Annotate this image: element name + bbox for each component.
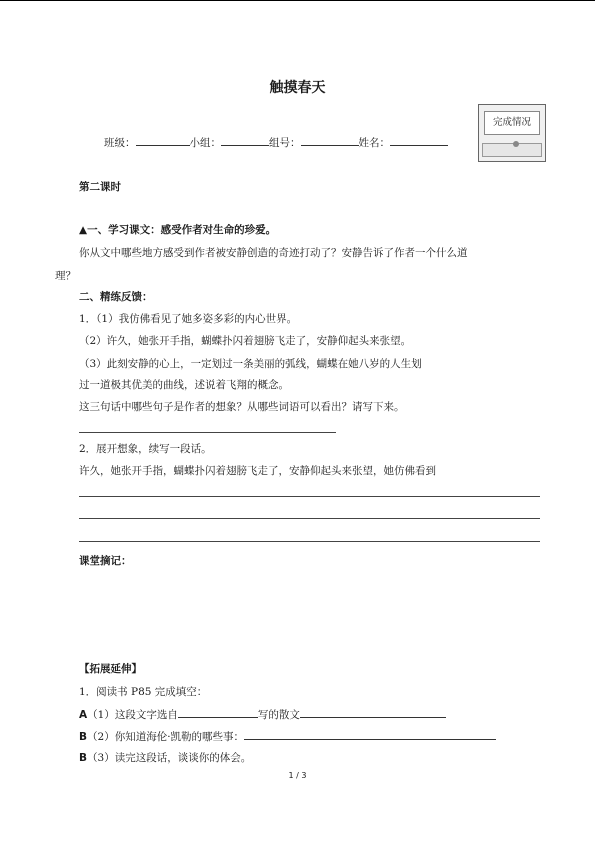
item-a-prefix: A [79,709,88,721]
extension-line1: 1．阅读书 P85 完成填空： [79,686,208,698]
section1-question-line2: 理？ [55,270,76,282]
top-border [0,0,595,1]
q1-line5: 这三句话中哪些句子是作者的想象？从哪些词语可以看出？请写下来。 [79,401,405,413]
pin-icon [513,141,519,147]
q2-answer-line[interactable] [79,518,540,519]
helen-keller-field[interactable] [244,728,496,740]
q1-answer-line[interactable] [79,432,336,433]
q2-line1: 2．展开想象，续写一段话。 [79,443,212,455]
name-label: 姓名： [358,137,390,149]
item-a-text1: （1）这段文字选自 [87,709,178,721]
q1-line1: 1．（1）我仿佛看见了她多姿多彩的内心世界。 [79,313,298,325]
team-field[interactable] [301,134,359,146]
completion-status-field[interactable] [482,143,542,157]
item-b1-text: （2）你知道海伦·凯勒的哪些事： [87,731,245,743]
class-label: 班级： [104,137,136,149]
extension-item-b1 [79,728,496,744]
q1-line2: （2）许久，她张开手指，蝴蝶扑闪着翅膀飞走了，安静仰起头来张望。 [79,335,412,347]
extension-item-a [79,706,446,722]
item-b1-prefix: B [79,731,88,743]
q2-answer-line[interactable] [79,541,540,542]
completion-status-label: 完成情况 [484,111,540,135]
q1-line4: 过一道极其优美的曲线，述说着飞翔的概念。 [79,379,289,391]
notes-heading: 课堂摘记： [79,555,132,567]
lesson-label: 第二课时 [79,181,121,193]
section2-heading: 二、精练反馈： [79,291,153,303]
page-title: 触摸春天 [269,80,326,96]
essay-field[interactable] [300,706,446,718]
page-number: 1 / 3 [288,771,307,780]
extension-heading: 【拓展延伸】 [79,663,142,675]
author-field[interactable] [178,706,258,718]
item-b2-prefix: B [79,752,88,764]
class-field[interactable] [136,134,190,146]
completion-status-box [478,104,546,162]
q2-line2: 许久，她张开手指，蝴蝶扑闪着翅膀飞走了，安静仰起头来张望，她仿佛看到 [79,465,436,477]
name-field[interactable] [390,134,448,146]
item-b2-text: （3）读完这段话，谈谈你的体会。 [87,752,252,764]
extension-item-b2 [79,750,251,765]
section1-question-line1: 你从文中哪些地方感受到作者被安静创造的奇迹打动了？安静告诉了作者一个什么道 [79,247,468,259]
team-label: 组号： [269,137,301,149]
group-label: 小组： [189,137,221,149]
section1-heading: ▲一、学习课文：感受作者对生命的珍爱。 [79,224,277,236]
q2-answer-line[interactable] [79,496,540,497]
item-a-text2: 写的散文 [257,709,300,721]
q1-line3: （3）此刻安静的心上，一定划过一条美丽的弧线，蝴蝶在她八岁的人生划 [79,358,422,370]
student-info-row [104,134,448,150]
group-field[interactable] [221,134,269,146]
